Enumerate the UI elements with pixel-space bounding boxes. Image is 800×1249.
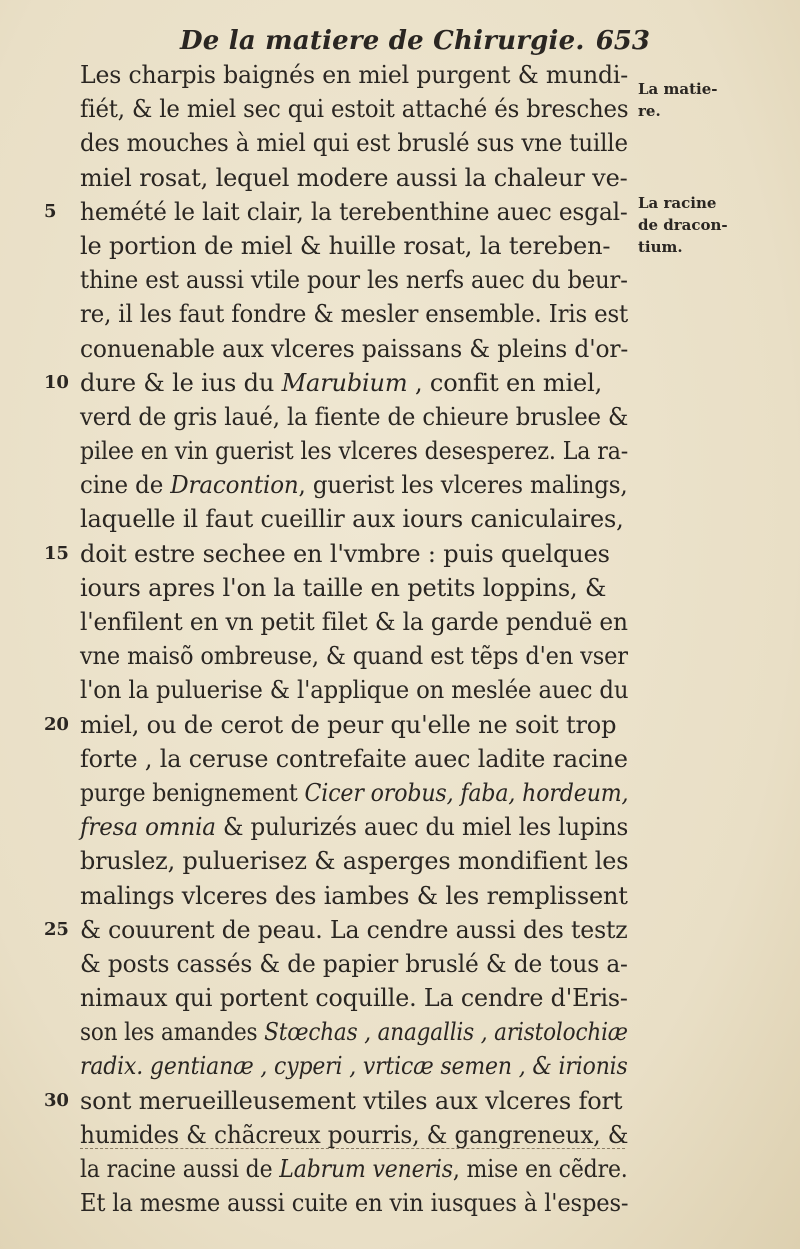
- italic-segment: radix. gentianæ , cyperi , vrticæ semen , & irionis: [80, 1052, 628, 1081]
- text-segment: hemété le lait clair, la terebenthine auec esgal-: [80, 197, 628, 226]
- line-number: 20: [44, 713, 69, 735]
- text-line: [80, 742, 640, 776]
- line-number: 15: [44, 542, 69, 564]
- text-segment: cine de: [80, 471, 171, 500]
- text-line: [80, 776, 640, 810]
- text-line: [80, 126, 640, 160]
- text-line: [80, 434, 640, 468]
- text-segment: vne maisõ ombreuse, & quand est tẽps d'en vser: [80, 642, 628, 671]
- text-line: [80, 1049, 640, 1083]
- text-segment: sont merueilleusement vtiles aux vlceres fort: [80, 1086, 623, 1115]
- text-line: [80, 605, 640, 639]
- text-segment: l'enfilent en vn petit filet & la garde penduë en: [80, 608, 628, 636]
- text-segment: la racine aussi de: [80, 1155, 280, 1183]
- italic-segment: Labrum veneris: [279, 1155, 453, 1183]
- text-line: [80, 1186, 640, 1220]
- text-line: [44, 366, 640, 400]
- line-number: 30: [44, 1089, 69, 1111]
- text-segment: forte , la ceruse contrefaite auec ladite racine: [80, 744, 628, 773]
- line-number: 5: [44, 200, 57, 222]
- text-line: [80, 263, 640, 297]
- text-segment: des mouches à miel qui est bruslé sus vne tuille: [80, 129, 628, 158]
- text-line: [44, 537, 640, 571]
- text-line: [80, 639, 640, 673]
- text-segment: humides & chãcreux pourris, & gangreneux, &: [80, 1120, 629, 1149]
- italic-segment: Stœchas , anagallis , aristolochiæ: [264, 1018, 628, 1047]
- text-line: [80, 571, 640, 605]
- text-segment: laquelle il faut cueillir aux iours caniculaires,: [80, 505, 624, 534]
- italic-segment: Cicer orobus, faba, hordeum,: [304, 778, 629, 807]
- body-text: [44, 58, 640, 1220]
- text-line: [80, 1015, 640, 1049]
- text-line: [80, 1118, 640, 1152]
- text-segment: Les charpis baignés en miel purgent & mundi-: [80, 61, 629, 89]
- text-segment: malings vlceres des iambes & les remplissent: [80, 881, 628, 910]
- text-segment: l'on la puluerise & l'applique on mesléе auec du: [80, 676, 629, 705]
- italic-segment: Dracontion: [170, 471, 299, 500]
- text-line: [44, 1084, 640, 1118]
- text-segment: & couurent de peau. La cendre aussi des testz: [80, 915, 628, 944]
- text-line: [44, 708, 640, 742]
- text-segment: conuenable aux vlceres paissans & pleins d'or-: [80, 334, 629, 363]
- text-line: [80, 844, 640, 878]
- page-number: 653: [595, 26, 650, 56]
- text-segment: pilee en vin guerist les vlceres desesperez. La ra-: [80, 437, 629, 466]
- text-line: [80, 400, 640, 434]
- text-line: [80, 810, 640, 844]
- text-line: [80, 1152, 640, 1186]
- text-line: [80, 879, 640, 913]
- text-segment: fiét, & le miel sec qui estoit attaché és bresches: [80, 95, 629, 124]
- page-header: [80, 22, 650, 62]
- text-segment: dure & le ius du: [80, 368, 282, 397]
- text-segment: miel, ou de cerot de peur qu'elle ne soit trop: [80, 710, 617, 739]
- text-segment: & pulurizés auec du miel les lupins: [215, 813, 629, 842]
- line-number: 25: [44, 918, 69, 940]
- text-segment: , mise en cẽdre.: [452, 1155, 628, 1183]
- text-line: [80, 297, 640, 331]
- text-segment: & posts cassés & de papier bruslé & de tous a-: [80, 949, 628, 978]
- text-line: [80, 229, 640, 263]
- text-segment: nimaux qui portent coquille. La cendre d'Eris-: [80, 984, 628, 1013]
- text-line: [80, 673, 640, 707]
- bottom-rule: [80, 1148, 625, 1149]
- text-line: [44, 195, 640, 229]
- italic-segment: fresa omnia: [80, 813, 216, 842]
- margin-note-racine: [638, 192, 788, 258]
- margin-note-line: de dracon-: [638, 216, 728, 234]
- running-title: De la matiere de Chirurgie.: [180, 26, 585, 56]
- text-segment: doit estre sechee en l'vmbre : puis quelques: [80, 539, 610, 568]
- text-line: [80, 92, 640, 126]
- text-segment: bruslez, puluerisez & asperges mondifient les: [80, 847, 629, 876]
- margin-note-line: La matie-: [638, 80, 718, 98]
- text-segment: miel rosat, lequel modere aussi la chaleur ve-: [80, 163, 628, 192]
- text-segment: thine est aussi vtile pour les nerfs auec du beur-: [80, 266, 628, 295]
- line-number: 10: [44, 371, 69, 393]
- text-line: [80, 947, 640, 981]
- text-line: [80, 981, 640, 1015]
- italic-segment: Marubium: [281, 368, 408, 397]
- text-line: [80, 332, 640, 366]
- text-segment: iours apres l'on la taille en petits loppins, &: [80, 573, 607, 602]
- margin-note-line: tium.: [638, 238, 683, 256]
- text-line: [80, 502, 640, 536]
- text-segment: verd de gris laué, la fiente de chieure bruslee &: [80, 402, 629, 431]
- text-segment: le portion de miel & huille rosat, la tereben-: [80, 231, 611, 260]
- text-segment: , guerist les vlceres malings,: [298, 471, 628, 500]
- text-line: [80, 161, 640, 195]
- text-segment: Et la mesme aussi cuite en vin iusques à l'espes-: [80, 1189, 629, 1218]
- text-line: [44, 913, 640, 947]
- text-segment: , confit en miel,: [407, 368, 603, 397]
- margin-note-matiere: [638, 78, 788, 122]
- text-line: [80, 58, 640, 92]
- margin-note-line: re.: [638, 102, 661, 120]
- text-segment: son les amandes: [80, 1018, 265, 1047]
- text-segment: re, il les faut fondre & mesler ensemble. Iris est: [80, 300, 629, 329]
- text-segment: purge benignement: [80, 778, 305, 807]
- text-line: [80, 468, 640, 502]
- margin-note-line: La racine: [638, 194, 717, 212]
